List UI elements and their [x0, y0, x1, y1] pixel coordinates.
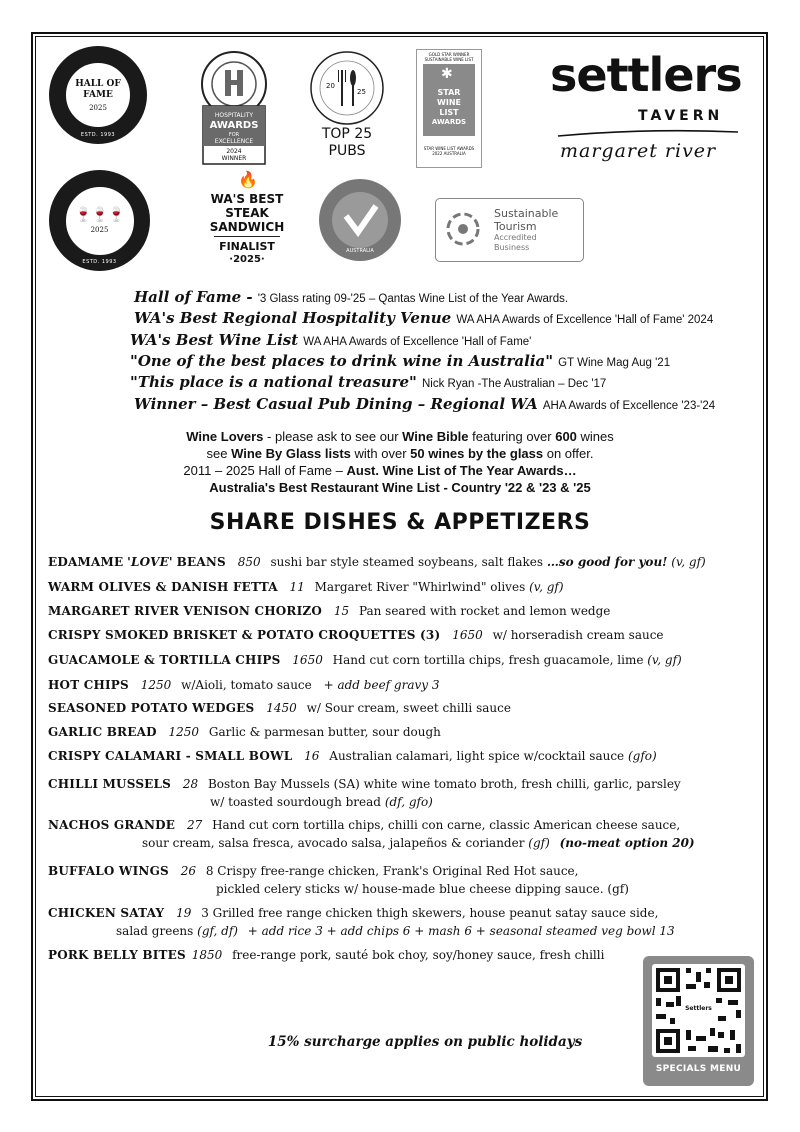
sustainable-line4: Business	[494, 243, 530, 252]
claim-1-detail: '3 Glass rating 09-'25 – Qantas Wine List of the Year Awards.	[257, 293, 569, 305]
wine-line-2-text-a: see	[206, 446, 232, 461]
dish-desc: free-range pork, sauté bok choy, soy/honey sauce, fresh chilli	[232, 948, 605, 962]
dish-tags: (v, gf)	[529, 580, 564, 594]
dish-tags: (v, gf)	[671, 555, 706, 569]
wine-line-2-text-c: on offer.	[543, 446, 594, 461]
sustainable-tourism-badge	[435, 198, 584, 262]
hall-of-fame-seal-year: 2025	[89, 103, 107, 112]
section-title: SHARE DISHES & APPETIZERS	[209, 510, 591, 535]
three-glass-seal	[49, 170, 150, 271]
claim-4	[130, 351, 670, 370]
wine-list-award: Aust. Wine List of The Year Awards…	[346, 463, 577, 478]
wine-line-1-text-a: - please ask to see our	[263, 429, 403, 444]
dish-addons: + add rice 3 + add chips 6 + mash 6 + seasonal steamed veg bowl 13	[247, 924, 675, 938]
wines-by-glass-count: 50 wines by the glass	[410, 446, 544, 461]
tourism-ring-bottom: AUSTRALIA	[346, 248, 374, 254]
dish-desc: w/ horseradish cream sauce	[492, 628, 664, 642]
menu-item-mussels-cont	[210, 794, 433, 811]
steak-line4: FINALIST	[219, 240, 275, 253]
dish-name: CHILLI MUSSELS	[48, 777, 172, 791]
claim-4-title: "One of the best places to drink wine in Australia"	[130, 352, 554, 370]
dish-name: EDAMAME	[48, 555, 124, 569]
star-wine-bottom-text: STAR WINE LIST AWARDS 2022 AUSTRALIA	[423, 146, 475, 156]
dish-tags: (gfo)	[627, 749, 657, 763]
aha-badge-line3: FOR	[228, 132, 240, 138]
dish-name: WARM OLIVES & DANISH FETTA	[48, 580, 278, 594]
claim-5	[130, 372, 606, 391]
qr-code-image[interactable]	[652, 964, 745, 1057]
dish-name: PORK BELLY BITES	[48, 948, 186, 962]
dish-desc: 8 Crispy free-range chicken, Frank's Original Red Hot sauce,	[205, 864, 579, 878]
dish-tags: (gf)	[528, 836, 550, 850]
three-glass-seal-ring: ESTD. 1993	[82, 259, 117, 265]
steak-year: ·2025·	[229, 254, 265, 265]
settlers-logo-place: margaret river	[560, 140, 717, 162]
dish-name: CRISPY CALAMARI - SMALL BOWL	[48, 749, 293, 763]
claim-1-title: Hall of Fame -	[134, 288, 253, 306]
accredited-tourism-badge	[318, 178, 402, 262]
wine-line-1-text-b: featuring over	[468, 429, 556, 444]
three-glass-seal-year: 2025	[90, 225, 109, 234]
dish-name: GUACAMOLE & TORTILLA CHIPS	[48, 653, 281, 667]
sustainable-line3: Accredited	[494, 233, 537, 242]
steak-line2: STEAK	[225, 206, 269, 220]
settlers-logo-swoosh	[548, 126, 748, 140]
dish-price: 1250	[140, 678, 172, 692]
dish-desc: Australian calamari, light spice w/cocktail sauce	[329, 749, 625, 763]
dish-name: HOT CHIPS	[48, 678, 129, 692]
dish-price: 19	[176, 906, 192, 920]
surcharge-note: 15% surcharge applies on public holidays	[267, 1034, 583, 1050]
menu-item-mussels	[48, 776, 681, 793]
good-food-guide-graphic	[308, 50, 386, 128]
wine-line-3-text: 2011 – 2025 Hall of Fame –	[183, 463, 347, 478]
wine-line-3	[0, 462, 780, 479]
flame-icon: 🔥	[238, 170, 258, 189]
menu-item-edamame	[48, 554, 706, 571]
dish-price: 11	[289, 580, 305, 594]
dish-name: MARGARET RIVER VENISON CHORIZO	[48, 604, 322, 618]
steak-line1: WA'S BEST	[210, 192, 284, 206]
leaf-icon	[444, 209, 482, 249]
wine-line-1-text-c: wines	[576, 429, 614, 444]
dish-desc: Garlic & parmesan butter, sour dough	[208, 725, 441, 739]
wine-line-1	[0, 428, 800, 445]
star-wine-line1: STAR	[437, 88, 461, 97]
dish-name: NACHOS GRANDE	[48, 818, 176, 832]
dish-desc: Hand cut corn tortilla chips, fresh guacamole, lime	[332, 653, 644, 667]
star-wine-line2: WINE	[437, 98, 461, 107]
dish-price: 1650	[292, 653, 323, 667]
dish-price: 1250	[168, 725, 200, 739]
dish-price: 26	[180, 864, 197, 878]
dish-addon: + add beef gravy 3	[323, 678, 440, 692]
qr-center-logo: Settlers	[685, 1005, 712, 1012]
claim-5-detail: Nick Ryan -The Australian – Dec '17	[421, 378, 607, 390]
claim-4-detail: GT Wine Mag Aug '21	[558, 357, 671, 369]
dish-price: 850	[237, 555, 261, 569]
good-food-guide-badge	[308, 50, 386, 160]
settlers-logo-sub: TAVERN	[638, 108, 724, 124]
dish-desc: Pan seared with rocket and lemon wedge	[358, 604, 611, 618]
good-food-caption-2: PUBS	[328, 143, 366, 159]
dish-name: BUFFALO WINGS	[48, 864, 169, 878]
wine-line-2	[0, 445, 800, 462]
dish-desc-cont: salad greens	[116, 924, 194, 938]
claim-2-detail: WA AHA Awards of Excellence 'Hall of Fame' 2024	[456, 314, 714, 326]
dish-desc: sushi bar style steamed soybeans, salt flakes	[270, 555, 547, 569]
claim-2-title: WA's Best Regional Hospitality Venue	[134, 309, 452, 327]
aha-badge-line4: EXCELLENCE	[214, 138, 254, 145]
qr-label: SPECIALS MENU	[655, 1064, 742, 1074]
dish-price: 1650	[452, 628, 483, 642]
dish-desc-cont: w/ toasted sourdough bread	[210, 795, 381, 809]
menu-item-croquettes	[48, 627, 664, 644]
menu-item-hot-chips	[48, 677, 440, 694]
dish-name: CHICKEN SATAY	[48, 906, 165, 920]
claim-6	[134, 394, 715, 413]
star-wine-line3: LIST	[439, 108, 459, 117]
dish-name-end: BEANS	[176, 555, 226, 569]
menu-item-olives	[48, 579, 564, 596]
dish-price: 15	[333, 604, 350, 618]
dish-desc-cont: pickled celery sticks w/ house-made blue cheese dipping sauce. (gf)	[216, 882, 629, 896]
dish-name: SEASONED POTATO WEDGES	[48, 701, 255, 715]
dish-desc: 3 Grilled free range chicken thigh skewers, house peanut satay sauce side,	[201, 906, 659, 920]
good-food-caption-1: TOP 25	[321, 126, 373, 142]
menu-item-chicken-satay-cont	[116, 923, 675, 940]
menu-item-calamari	[48, 748, 657, 765]
claim-3-detail: WA AHA Awards of Excellence 'Hall of Fame'	[303, 336, 532, 348]
wine-bible-label: Wine Bible	[402, 429, 469, 444]
aha-badge-status: WINNER	[221, 155, 247, 162]
dish-name: CRISPY SMOKED BRISKET & POTATO CROQUETTES (3)	[48, 628, 441, 642]
steak-divider	[214, 236, 280, 237]
aha-badge-line1: HOSPITALITY	[214, 112, 254, 119]
hall-of-fame-seal	[49, 46, 147, 144]
good-food-year-bottom: 25	[357, 88, 366, 96]
dish-price: 1850	[191, 948, 223, 962]
menu-item-buffalo-wings-cont	[216, 881, 629, 898]
specials-qr-code[interactable]	[643, 956, 754, 1086]
dish-name-emph: 'LOVE'	[127, 555, 173, 569]
aha-badge-line2: AWARDS	[209, 120, 259, 131]
wine-by-glass-label: Wine By Glass lists	[231, 446, 351, 461]
dish-desc-cont: sour cream, salsa fresca, avocado salsa, jalapeños & coriander	[142, 836, 525, 850]
star-icon: ✱	[441, 66, 453, 82]
dish-tags: (gf, df)	[197, 924, 238, 938]
dish-price: 27	[186, 818, 203, 832]
dish-price: 16	[304, 749, 320, 763]
settlers-logo	[548, 48, 748, 173]
dish-emph: …so good for you!	[546, 555, 668, 569]
dish-desc: Boston Bay Mussels (SA) white wine tomato broth, fresh chilli, garlic, parsley	[207, 777, 681, 791]
claim-1	[134, 287, 568, 306]
good-food-year-top: 20	[326, 82, 335, 90]
claim-6-title: Winner – Best Casual Pub Dining – Regional WA	[134, 395, 538, 413]
dish-price: 1450	[266, 701, 297, 715]
dish-price: 28	[182, 777, 199, 791]
menu-item-guacamole	[48, 652, 682, 669]
dish-desc: w/Aioli, tomato sauce	[181, 678, 312, 692]
star-wine-list-badge	[416, 49, 482, 168]
dish-desc: Margaret River "Whirlwind" olives	[314, 580, 526, 594]
wine-glasses-icon: 🍷🍷🍷	[74, 206, 125, 223]
claim-3	[130, 330, 531, 349]
claim-2	[134, 308, 713, 327]
menu-item-wedges	[48, 700, 511, 717]
menu-item-chorizo	[48, 603, 610, 620]
dish-tags: (v, gf)	[647, 653, 682, 667]
wine-line-2-text-b: with over	[350, 446, 411, 461]
wine-lovers-label: Wine Lovers	[186, 429, 264, 444]
hall-of-fame-seal-ring: ESTD. 1993	[80, 132, 116, 138]
sustainable-line2: Tourism	[494, 220, 537, 233]
steak-sandwich-badge	[200, 170, 294, 270]
dish-name: GARLIC BREAD	[48, 725, 157, 739]
wine-line-4	[0, 479, 800, 496]
star-wine-top-text: GOLD STAR WINNER SUSTAINABLE WINE LIST	[424, 52, 474, 62]
claim-5-title: "This place is a national treasure"	[130, 373, 417, 391]
dish-tags: (df, gfo)	[384, 795, 433, 809]
dish-emph: (no-meat option 20)	[559, 836, 695, 850]
menu-item-nachos	[48, 817, 680, 834]
aha-awards-badge	[199, 48, 269, 166]
menu-item-garlic-bread	[48, 724, 441, 741]
wine-line-4-text: Australia's Best Restaurant Wine List - Country '22 & '23 & '25	[209, 480, 591, 495]
dish-desc: Hand cut corn tortilla chips, chilli con carne, classic American cheese sauce,	[212, 818, 681, 832]
sustainable-line1: Sustainable	[494, 207, 559, 220]
menu-item-pork-belly	[48, 947, 604, 964]
star-wine-line4: AWARDS	[431, 118, 467, 126]
menu-item-nachos-cont	[142, 835, 695, 852]
claim-6-detail: AHA Awards of Excellence '23-'24	[542, 400, 716, 412]
steak-line3: SANDWICH	[209, 220, 285, 234]
aha-badge-year: 2024	[226, 148, 242, 155]
menu-item-buffalo-wings	[48, 863, 578, 880]
wine-count: 600	[555, 429, 577, 444]
hall-of-fame-seal-text: HALL OF FAME	[75, 78, 121, 100]
settlers-logo-name: settlers	[550, 48, 742, 102]
menu-item-chicken-satay	[48, 905, 658, 922]
claim-3-title: WA's Best Wine List	[130, 331, 299, 349]
dish-desc: w/ Sour cream, sweet chilli sauce	[306, 701, 511, 715]
